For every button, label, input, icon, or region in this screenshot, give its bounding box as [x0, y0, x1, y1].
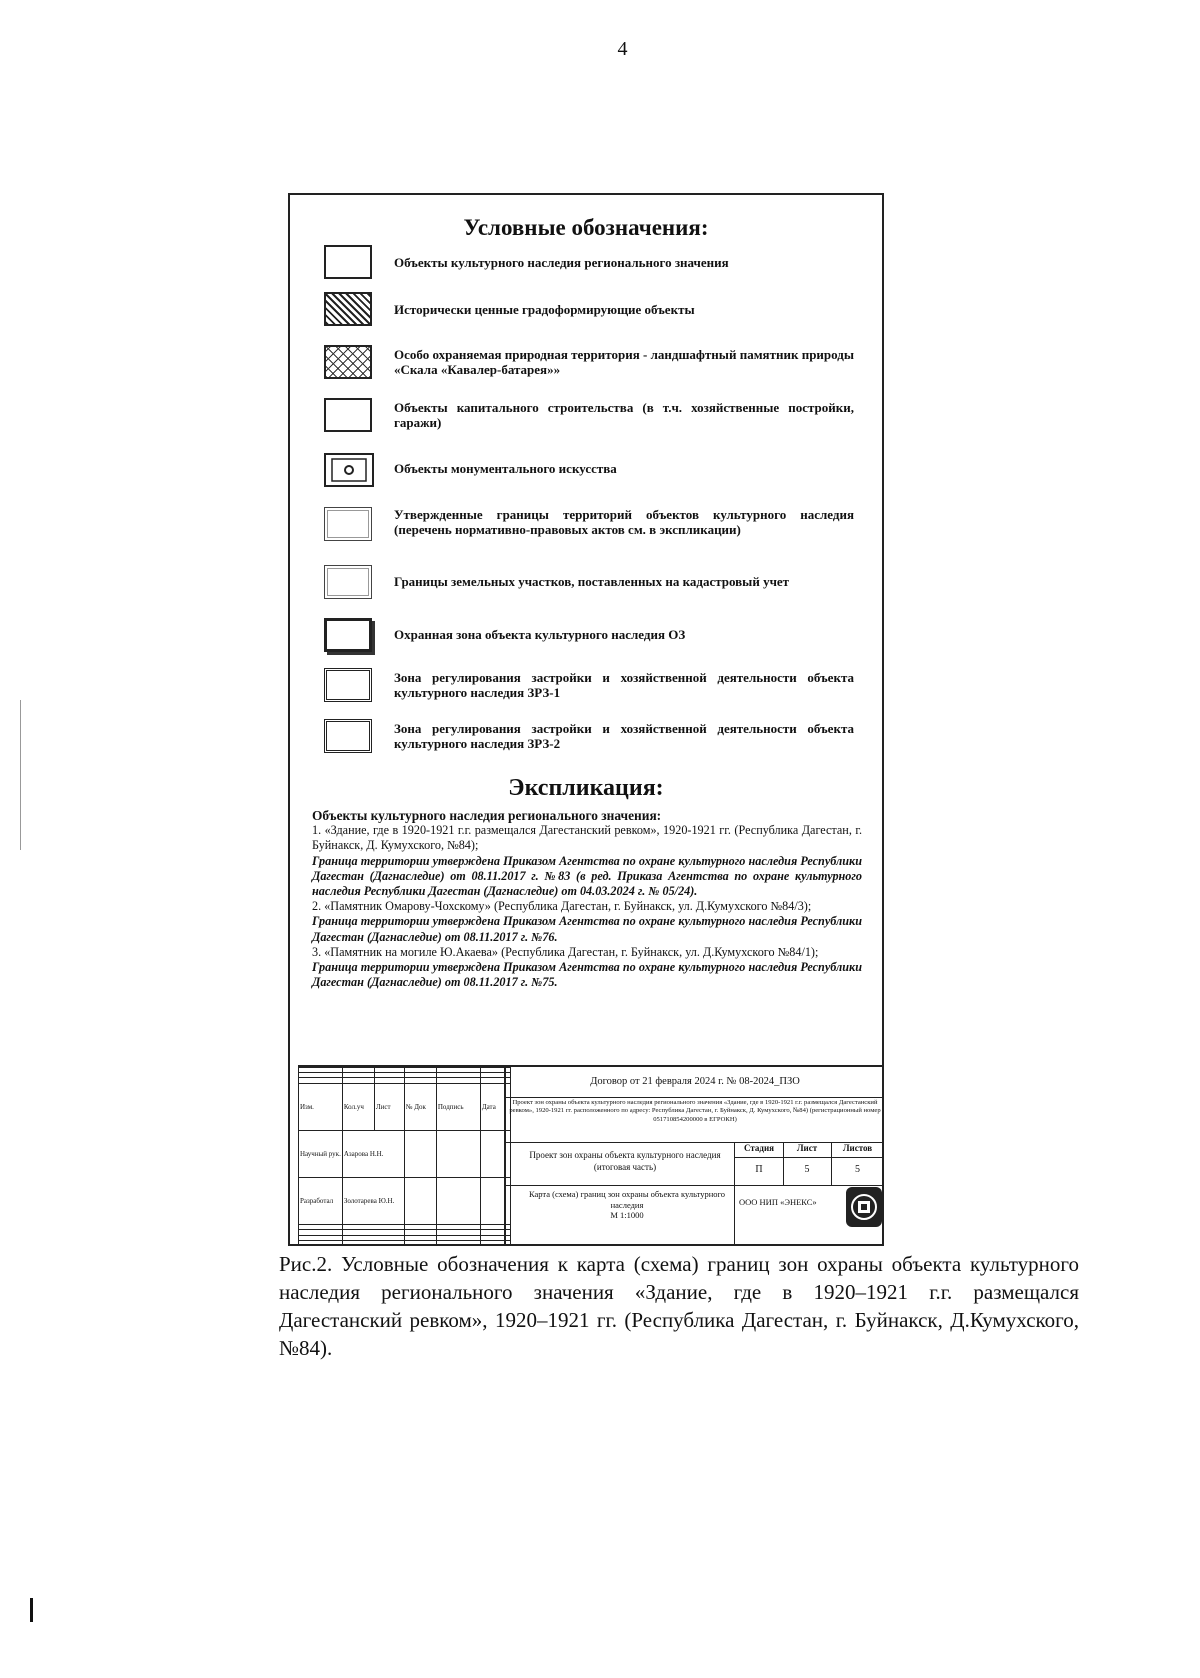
figure-caption: Рис.2. Условные обозначения к карта (схема) границ зон охраны объекта культурного наследия регионального значения «Здание, где в 1920–1921 г.г. размещался Дагестанский ревком», 1920–1921 гг. (Республика Дагестан, г. Буйнакск, Д.Кумухского, №84). — [279, 1252, 1079, 1360]
legend-item — [324, 398, 854, 434]
role-label: Научный рук. — [299, 1130, 343, 1177]
explication-heading: Объекты культурного наследия регионального значения: — [312, 808, 662, 823]
legend-item-text: Объекты монументального искусства — [394, 461, 617, 476]
stage-value: П — [735, 1157, 784, 1185]
explication-entry-name: 2. «Памятник Омарову-Чохскому» (Республика Дагестан, г. Буйнакск, ул. Д.Кумухского №84/3); — [312, 899, 812, 914]
title-block-grid — [298, 1067, 511, 1246]
legend-frame — [288, 193, 884, 1246]
legend-item-text: Особо охраняемая природная территория - ландшафтный памятник природы «Скала «Кавалер-батарея»» — [394, 347, 854, 377]
crosshatched-box-icon — [324, 345, 372, 379]
zrz2-zone-icon — [324, 719, 372, 753]
map-title-block — [506, 1189, 748, 1221]
org-name: ООО НИП «ЭНЕКС» — [739, 1197, 817, 1207]
plain-box-icon — [324, 398, 372, 432]
legend-item — [324, 719, 854, 755]
zrz1-zone-icon — [324, 668, 372, 702]
explication-entry-note: Граница территории утверждена Приказом Агентства по охране культурного наследия Республики Дагестан (Дагнаследие) от 08.11.2017 г. №75. — [312, 960, 862, 990]
legend-item — [324, 453, 854, 489]
legend-item — [324, 292, 854, 328]
column-header: Кол.уч — [342, 1083, 374, 1130]
legend-item-text: Объекты капитального строительства (в т.ч. хозяйственные постройки, гаражи) — [394, 400, 854, 430]
scan-mark — [30, 1598, 33, 1622]
column-header: Изм. — [299, 1083, 343, 1130]
explication-entry-name: 3. «Памятник на могиле Ю.Акаева» (Республика Дагестан, г. Буйнакск, ул. Д.Кумухского №84/1); — [312, 944, 819, 959]
title-block-right — [504, 1067, 884, 1246]
column-header: Дата — [480, 1083, 510, 1130]
legend-item-text: Зона регулирования застройки и хозяйственной деятельности объекта культурного наследия ЗРЗ-1 — [394, 670, 854, 700]
sheets-label: Листов — [831, 1143, 884, 1158]
project-description: Проект зон охраны объекта культурного наследия регионального значения «Здание, где в 1920-1921 г.г. размещался Дагестанский ревком», 1920-1921 гг. расположенного по адресу: Республика Дагестан, г. Буйнакск, Д. Кумухского, №84) (регистрационный номер 051710854200000 в ЕГРОКН) — [506, 1097, 884, 1143]
legend-item-text: Зона регулирования застройки и хозяйственной деятельности объекта культурного наследия ЗРЗ-2 — [394, 721, 854, 751]
sheet-label: Лист — [783, 1143, 832, 1158]
column-header: Подпись — [436, 1083, 480, 1130]
legend-item-text: Охранная зона объекта культурного наследия ОЗ — [394, 627, 686, 642]
hatched-box-icon — [324, 292, 372, 326]
contract-label: Договор от 21 февраля 2024 г. № 08-2024_ПЗО — [506, 1067, 884, 1098]
explication-entry-note: Граница территории утверждена Приказом Агентства по охране культурного наследия Республики Дагестан (Дагнаследие) от 08.11.2017 г. №76. — [312, 914, 862, 944]
legend-item — [324, 507, 854, 547]
explication-entry-name: 1. «Здание, где в 1920-1921 г.г. размещался Дагестанский ревком», 1920-1921 гг. (Республика Дагестан, г. Буйнакск, Д. Кумухского, №84); — [312, 823, 862, 853]
plain-box-icon — [324, 245, 372, 279]
org-logo-icon — [846, 1187, 882, 1227]
title-block — [298, 1065, 884, 1246]
stage-label: Стадия — [735, 1143, 784, 1158]
map-scale: М 1:1000 — [610, 1210, 644, 1220]
legend-item-text: Утвержденные границы территорий объектов культурного наследия (перечень нормативно-правовых актов см. в экспликации) — [394, 507, 854, 537]
legend-title: Условные обозначения: — [463, 215, 709, 240]
monument-circle-icon — [324, 453, 374, 487]
column-header: Лист — [374, 1083, 404, 1130]
legend-item-text: Границы земельных участков, поставленных на кадастровый учет — [394, 574, 790, 589]
org-cell — [734, 1185, 884, 1246]
project-row — [506, 1143, 884, 1186]
legend-item — [324, 618, 854, 654]
map-row — [506, 1185, 884, 1246]
project-title: Проект зон охраны объекта культурного наследия (итоговая часть) — [529, 1150, 721, 1172]
legend-item — [324, 668, 854, 704]
page-number: 4 — [617, 38, 628, 60]
explication-title: Экспликация: — [508, 775, 664, 801]
column-header: № Док — [404, 1083, 436, 1130]
map-title: Карта (схема) границ зон охраны объекта культурного наследия — [528, 1189, 726, 1210]
legend-item-text: Объекты культурного наследия регионального значения — [394, 255, 729, 270]
role-person: Золотарева Ю.Н. — [342, 1177, 404, 1224]
land-plot-boundary-icon — [324, 565, 372, 599]
legend-item — [324, 245, 854, 281]
explication-entry-note: Граница территории утверждена Приказом Агентства по охране культурного наследия Республики Дагестан (Дагнаследие) от 08.11.2017 г. №83 (в ред. Приказа Агентства по охране культурного наследия Республики Дагестан (Дагнаследие) от 04.03.2024 г. № 05/24). — [312, 853, 862, 899]
protection-zone-icon — [324, 618, 372, 652]
legend-item — [324, 345, 854, 381]
stage-grid — [734, 1143, 884, 1185]
approved-boundary-icon — [324, 507, 372, 541]
legend-item — [324, 565, 854, 601]
scan-mark — [20, 700, 21, 850]
role-person: Азарова Н.Н. — [342, 1130, 404, 1177]
legend-item-text: Исторически ценные градоформирующие объекты — [394, 302, 695, 317]
sheet-value: 5 — [783, 1157, 832, 1185]
role-label: Разработал — [299, 1177, 343, 1224]
sheets-value: 5 — [855, 1164, 860, 1175]
explication-body — [312, 808, 862, 990]
